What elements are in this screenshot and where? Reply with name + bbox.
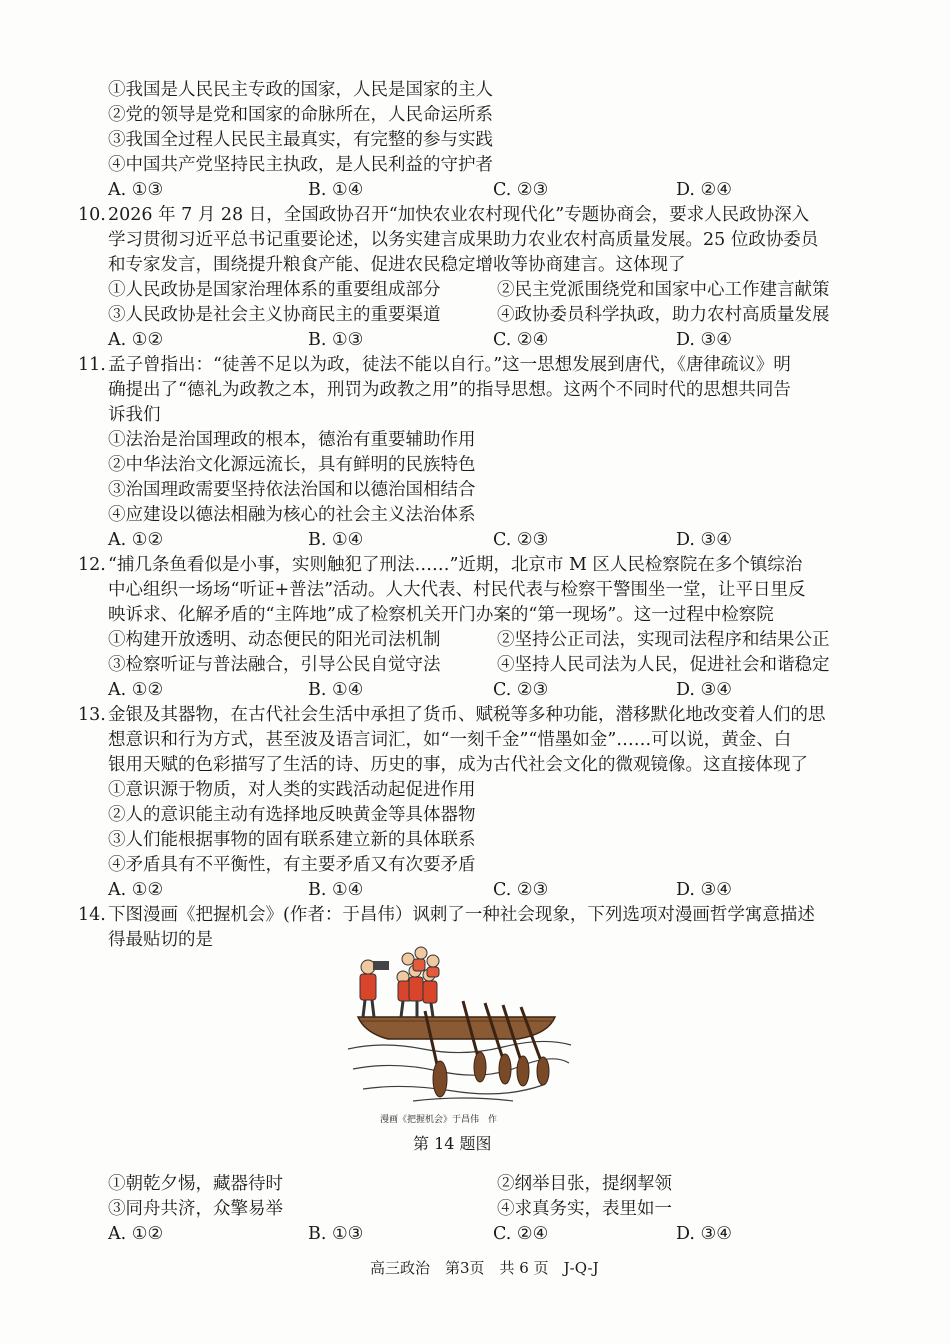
page-footer: 高三政治 第3页 共 6 页 J-Q-J — [370, 1259, 599, 1277]
q10-answer-d: D. ③④ — [676, 330, 732, 350]
q11-answer-b: B. ①④ — [308, 530, 364, 550]
q13-option-3: ③人们能根据事物的固有联系建立新的具体联系 — [108, 830, 476, 850]
q11-stem-2: 确提出了“德礼为政教之本，刑罚为政教之用”的指导思想。这两个不同时代的思想共同告 — [108, 380, 791, 400]
q10-option-1: ①人民政协是国家治理体系的重要组成部分 — [108, 280, 441, 300]
q13-option-2: ②人的意识能主动有选择地反映黄金等具体器物 — [108, 805, 476, 825]
q11-option-4: ④应建设以德法相融为核心的社会主义法治体系 — [108, 505, 476, 525]
q10-stem-2: 学习贯彻习近平总书记重要论述，以务实建言成果助力农业农村高质量发展。25 位政协委员 — [108, 230, 819, 250]
q14-option-4: ④求真务实，表里如一 — [497, 1199, 672, 1219]
q14-stem-2: 得最贴切的是 — [108, 930, 213, 950]
q10-answer-b: B. ①③ — [308, 330, 364, 350]
q12-answer-a: A. ①② — [108, 680, 164, 700]
q13-number: 13. — [78, 705, 106, 725]
q12-stem-1: “捕几条鱼看似是小事，实则触犯了刑法……”近期，北京市 M 区人民检察院在多个镇综治 — [108, 555, 803, 575]
q9-option-2: ②党的领导是党和国家的命脉所在，人民命运所系 — [108, 105, 493, 125]
q12-stem-3: 映诉求、化解矛盾的“主阵地”成了检察机关开门办案的“第一现场”。这一过程中检察院 — [108, 605, 774, 625]
q11-option-1: ①法治是治国理政的根本，德治有重要辅助作用 — [108, 430, 476, 450]
q13-stem-3: 银用天赋的色彩描写了生活的诗、历史的事，成为古代社会文化的微观镜像。这直接体现了 — [108, 755, 808, 775]
q10-option-4: ④政协委员科学执政，助力农村高质量发展 — [497, 305, 830, 325]
q12-option-3: ③检察听证与普法融合，引导公民自觉守法 — [108, 655, 441, 675]
q9-answer-c: C. ②③ — [493, 180, 549, 200]
q14-option-2: ②纲举目张，提纲挈领 — [497, 1174, 672, 1194]
comic-illustration — [343, 929, 573, 1109]
q10-answer-c: C. ②④ — [493, 330, 549, 350]
q9-option-3: ③我国全过程人民民主最真实，有完整的参与实践 — [108, 130, 493, 150]
q9-option-1: ①我国是人民民主专政的国家，人民是国家的主人 — [108, 80, 493, 100]
q10-answer-a: A. ①② — [108, 330, 164, 350]
q14-option-3: ③同舟共济，众擎易举 — [108, 1199, 283, 1219]
q11-option-2: ②中华法治文化源远流长，具有鲜明的民族特色 — [108, 455, 476, 475]
q12-answer-d: D. ③④ — [676, 680, 732, 700]
q11-answer-d: D. ③④ — [676, 530, 732, 550]
q12-answer-c: C. ②③ — [493, 680, 549, 700]
q12-number: 12. — [78, 555, 106, 575]
q13-option-4: ④矛盾具有不平衡性，有主要矛盾又有次要矛盾 — [108, 855, 476, 875]
q13-option-1: ①意识源于物质，对人类的实践活动起促进作用 — [108, 780, 476, 800]
q10-stem-1: 2026 年 7 月 28 日，全国政协召开“加快农业农村现代化”专题协商会，要求人民政协深入 — [108, 205, 810, 225]
q9-answer-b: B. ①④ — [308, 180, 364, 200]
crowd-figures — [397, 947, 439, 1017]
q12-option-2: ②坚持公正司法，实现司法程序和结果公正 — [497, 630, 830, 650]
q12-option-4: ④坚持人民司法为人民，促进社会和谐稳定 — [497, 655, 830, 675]
q9-option-4: ④中国共产党坚持民主执政，是人民利益的守护者 — [108, 155, 493, 175]
comic-caption: 漫画《把握机会》于昌伟 作 — [380, 1115, 498, 1125]
figure-caption: 第 14 题图 — [413, 1134, 492, 1153]
q13-stem-2: 想意识和行为方式，甚至波及语言词汇，如“一刻千金”“惜墨如金”……可以说，黄金、白 — [108, 730, 792, 750]
q10-stem-3: 和专家发言，围绕提升粮食产能、促进农民稳定增收等协商建言。这体现了 — [108, 255, 686, 275]
q11-answer-a: A. ①② — [108, 530, 164, 550]
photographer-figure — [360, 960, 389, 1017]
q13-stem-1: 金银及其器物，在古代社会生活中承担了货币、赋税等多种功能，潜移默化地改变着人们的思 — [108, 705, 826, 725]
q12-option-1: ①构建开放透明、动态便民的阳光司法机制 — [108, 630, 441, 650]
q12-answer-b: B. ①④ — [308, 680, 364, 700]
q14-option-1: ①朝乾夕惕，藏器待时 — [108, 1174, 283, 1194]
q10-option-3: ③人民政协是社会主义协商民主的重要渠道 — [108, 305, 441, 325]
q9-answer-a: A. ①③ — [108, 180, 164, 200]
q13-answer-b: B. ①④ — [308, 880, 364, 900]
q11-option-3: ③治国理政需要坚持依法治国和以德治国相结合 — [108, 480, 476, 500]
comic-drawing — [343, 929, 573, 1109]
q14-stem-1: 下图漫画《把握机会》(作者：于昌伟）讽刺了一种社会现象，下列选项对漫画哲学寓意描述 — [108, 905, 815, 925]
q11-number: 11. — [78, 355, 106, 375]
q11-stem-3: 诉我们 — [108, 405, 161, 425]
q10-number: 10. — [78, 205, 106, 225]
q13-answer-a: A. ①② — [108, 880, 164, 900]
q13-answer-d: D. ③④ — [676, 880, 732, 900]
q11-stem-1: 孟子曾指出：“徒善不足以为政，徒法不能以自行。”这一思想发展到唐代，《唐律疏议》明 — [108, 355, 791, 375]
q12-stem-2: 中心组织一场场“听证+普法”活动。人大代表、村民代表与检察干警围坐一堂，让平日里反 — [108, 580, 806, 600]
q13-answer-c: C. ②③ — [493, 880, 549, 900]
q11-answer-c: C. ②③ — [493, 530, 549, 550]
q10-option-2: ②民主党派围绕党和国家中心工作建言献策 — [497, 280, 830, 300]
q9-answer-d: D. ②④ — [676, 180, 732, 200]
q14-number: 14. — [78, 905, 106, 925]
q14-answer-d: D. ③④ — [676, 1224, 732, 1244]
q14-answer-a: A. ①② — [108, 1224, 164, 1244]
q14-answer-c: C. ②④ — [493, 1224, 549, 1244]
q14-answer-b: B. ①③ — [308, 1224, 364, 1244]
